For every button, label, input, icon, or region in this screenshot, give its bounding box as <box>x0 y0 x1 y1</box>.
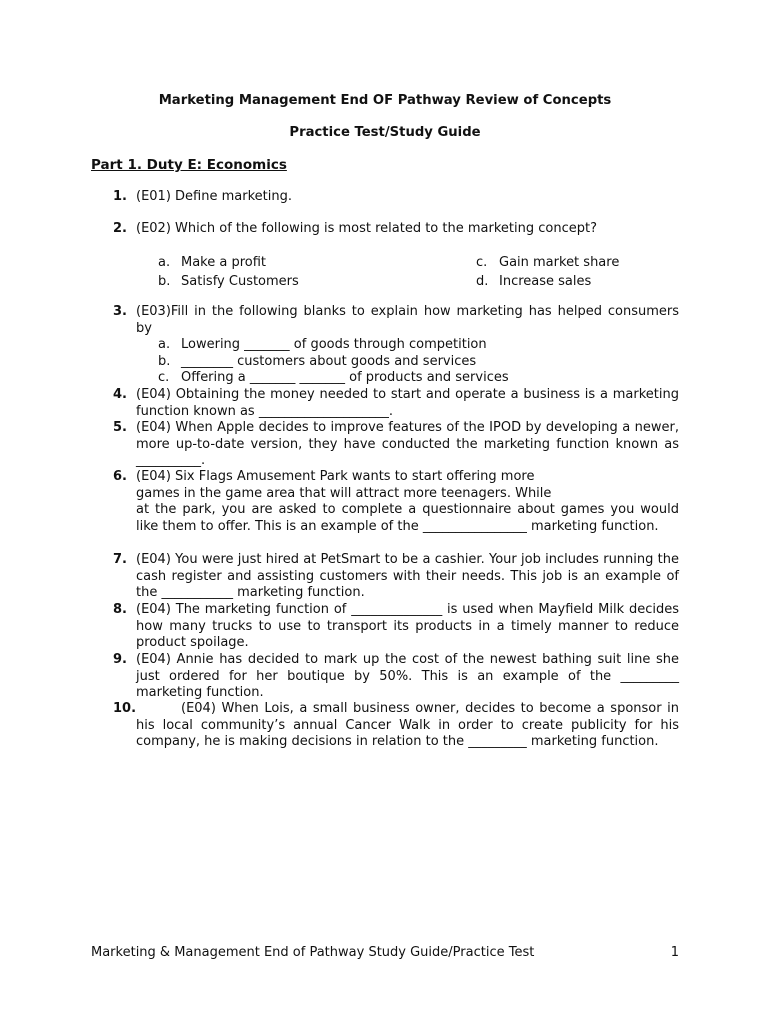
question-text-line-1: (E04) Six Flags Amusement Park wants to start offering more <box>136 469 535 484</box>
question-9 <box>113 652 679 702</box>
option-b: b. Satisfy Customers <box>158 274 299 289</box>
page-number: 1 <box>670 945 679 960</box>
page-footer <box>91 945 679 960</box>
question-5 <box>113 420 679 470</box>
question-number: 7. <box>113 552 127 567</box>
question-7 <box>113 552 679 602</box>
question-number: 2. <box>113 221 127 236</box>
question-text: (E04) Obtaining the money needed to start and operate a business is a marketing function known as ____________________. <box>136 387 679 419</box>
question-text: (E04) When Lois, a small business owner, decides to become a sponsor in his local community’s annual Cancer Walk in order to create publicity for his company, he is making decisions in relation to the _________ marketing function. <box>136 701 679 750</box>
question-3 <box>113 304 679 387</box>
question-text: (E03)Fill in the following blanks to explain how marketing has helped consumers by <box>136 304 679 336</box>
option-d: d. Increase sales <box>476 274 592 289</box>
question-6 <box>113 469 679 535</box>
option-a: a. Make a profit <box>158 255 267 270</box>
question-2 <box>113 221 679 238</box>
footer-text: Marketing & Management End of Pathway Study Guide/Practice Test <box>91 945 535 960</box>
part-heading: Part 1. Duty E: Economics <box>91 157 287 173</box>
question-8 <box>113 602 679 652</box>
question-text: (E04) When Apple decides to improve features of the IPOD by developing a newer, more up-to-date version, they have conducted the marketing function known as __________. <box>136 420 679 469</box>
question-number: 8. <box>113 602 127 617</box>
document-title: Marketing Management End OF Pathway Review of Concepts <box>158 93 612 108</box>
question-number: 6. <box>113 469 127 484</box>
question-4 <box>113 387 679 420</box>
sub-item-c: c. Offering a _______ _______ of products and services <box>158 370 509 386</box>
option-c: c. Gain market share <box>476 255 620 270</box>
question-number: 5. <box>113 420 127 435</box>
question-number: 9. <box>113 652 127 667</box>
question-10 <box>113 701 679 751</box>
question-text: (E04) You were just hired at PetSmart to be a cashier. Your job includes running the cash register and assisting customers with their needs. This job is an example of the ___________ marketing function. <box>136 552 679 601</box>
answer-options <box>158 253 678 291</box>
question-text: (E04) Annie has decided to mark up the cost of the newest bathing suit line she just ordered for her boutique by 50%. This is an example of the _________ marketing function. <box>136 652 679 701</box>
question-text: (E02) Which of the following is most related to the marketing concept? <box>136 221 597 236</box>
question-text: (E01) Define marketing. <box>136 189 292 204</box>
question-text: (E04) The marketing function of ______________ is used when Mayfield Milk decides how many trucks to use to transport its products in a timely manner to reduce product spoilage. <box>136 602 679 651</box>
question-text-line-2: games in the game area that will attract more teenagers. While <box>136 485 552 501</box>
question-number: 10. <box>113 701 137 716</box>
question-number: 3. <box>113 304 127 319</box>
question-number: 1. <box>113 189 127 204</box>
document-subtitle: Practice Test/Study Guide <box>289 125 481 140</box>
question-number: 4. <box>113 387 127 402</box>
sub-item-b: b. ________ customers about goods and services <box>158 353 477 369</box>
sub-item-a: a. Lowering _______ of goods through competition <box>158 337 487 353</box>
question-1 <box>113 189 679 206</box>
question-text: at the park, you are asked to complete a questionnaire about games you would like them to offer. This is an example of the ________________ marketing function. <box>136 502 679 534</box>
